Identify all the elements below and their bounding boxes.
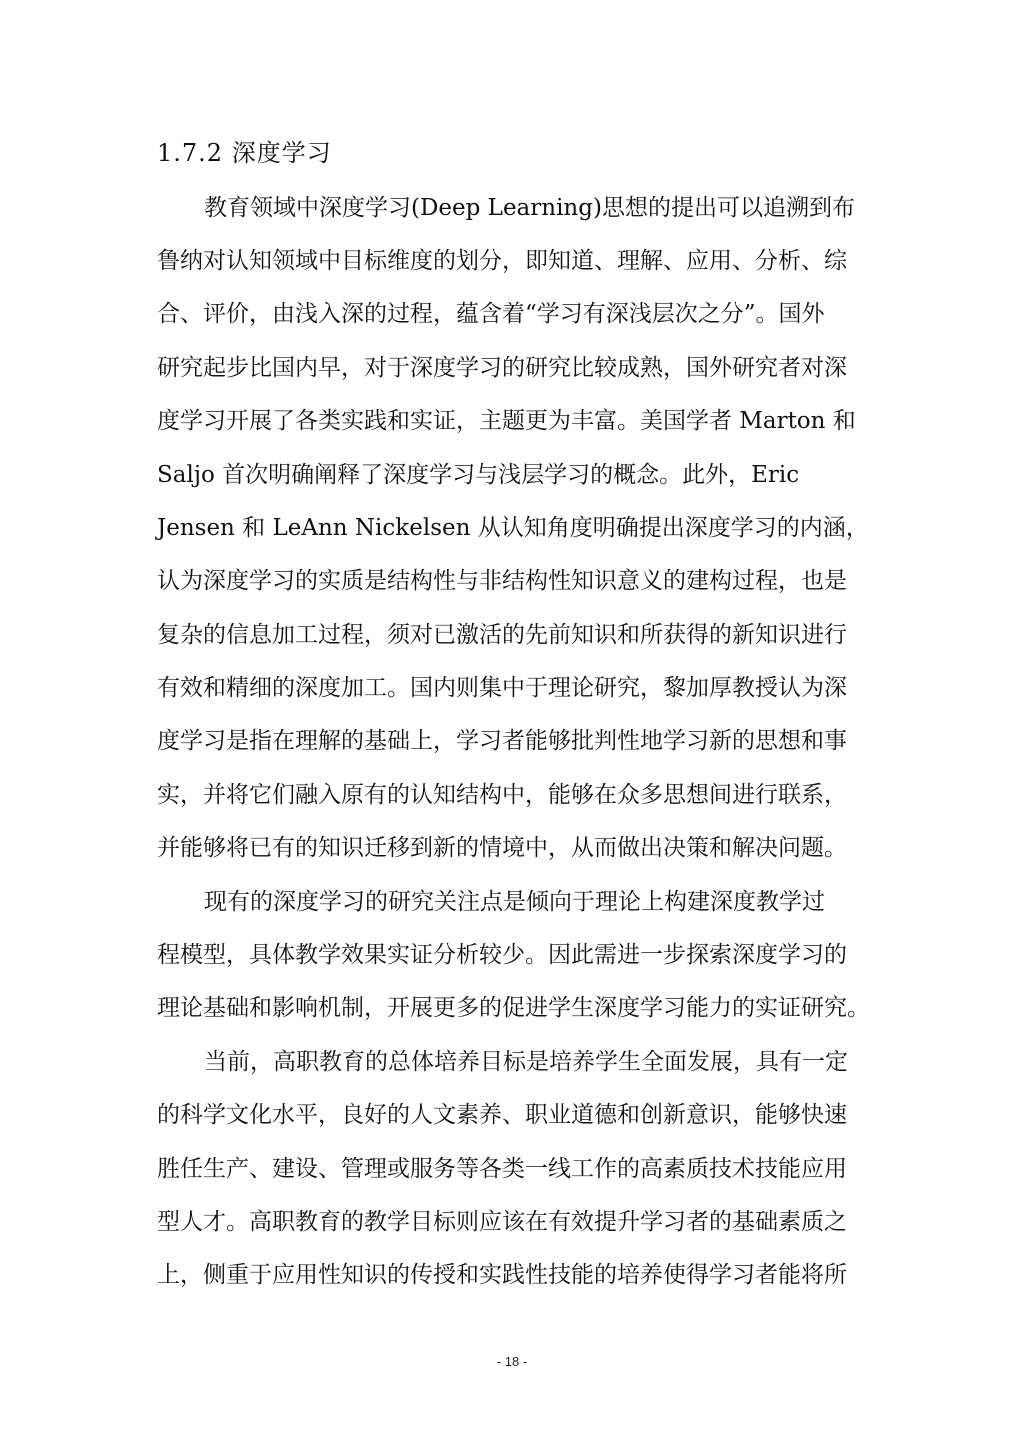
body-line: 合、评价，由浅入深的过程，蕴含着“学习有深浅层次之分”。国外 xyxy=(157,301,825,327)
body-line: 程模型，具体教学效果实证分析较少。因此需进一步探索深度学习的 xyxy=(157,942,847,968)
body-line: 型人才。高职教育的教学目标则应该在有效提升学习者的基础素质之 xyxy=(157,1209,847,1235)
body-line: 度学习开展了各类实践和实证，主题更为丰富。美国学者 Marton 和 xyxy=(157,408,856,434)
page-number: - 18 - xyxy=(496,1354,528,1369)
body-line: 教育领域中深度学习(Deep Learning)思想的提出可以追溯到布 xyxy=(204,195,855,221)
body-line: 并能够将已有的知识迁移到新的情境中，从而做出决策和解决问题。 xyxy=(157,835,847,861)
body-line: 理论基础和影响机制，开展更多的促进学生深度学习能力的实证研究。 xyxy=(157,995,870,1021)
body-line: 有效和精细的深度加工。国内则集中于理论研究，黎加厚教授认为深 xyxy=(157,675,847,701)
body-line: 研究起步比国内早，对于深度学习的研究比较成熟，国外研究者对深 xyxy=(157,355,847,381)
section-heading: 1.7.2 深度学习 xyxy=(157,139,332,167)
body-line: 当前，高职教育的总体培养目标是培养学生全面发展，具有一定 xyxy=(204,1049,848,1075)
body-line: Saljo 首次明确阐释了深度学习与浅层学习的概念。此外，Eric xyxy=(157,462,800,488)
body-line: Jensen 和 LeAnn Nickelsen 从认知角度明确提出深度学习的内涵， xyxy=(157,515,869,541)
body-line: 鲁纳对认知领域中目标维度的划分，即知道、理解、应用、分析、综 xyxy=(157,248,847,274)
body-line: 上，侧重于应用性知识的传授和实践性技能的培养使得学习者能将所 xyxy=(157,1262,847,1288)
body-line: 认为深度学习的实质是结构性与非结构性知识意义的建构过程，也是 xyxy=(157,568,847,594)
body-line: 现有的深度学习的研究关注点是倾向于理论上构建深度教学过 xyxy=(204,889,825,915)
body-line: 复杂的信息加工过程，须对已激活的先前知识和所获得的新知识进行 xyxy=(157,622,847,648)
body-line: 胜任生产、建设、管理或服务等各类一线工作的高素质技术技能应用 xyxy=(157,1156,847,1182)
body-line: 实，并将它们融入原有的认知结构中，能够在众多思想间进行联系， xyxy=(157,782,847,808)
body-line: 度学习是指在理解的基础上，学习者能够批判性地学习新的思想和事 xyxy=(157,728,847,754)
body-line: 的科学文化水平，良好的人文素养、职业道德和创新意识，能够快速 xyxy=(157,1102,847,1128)
